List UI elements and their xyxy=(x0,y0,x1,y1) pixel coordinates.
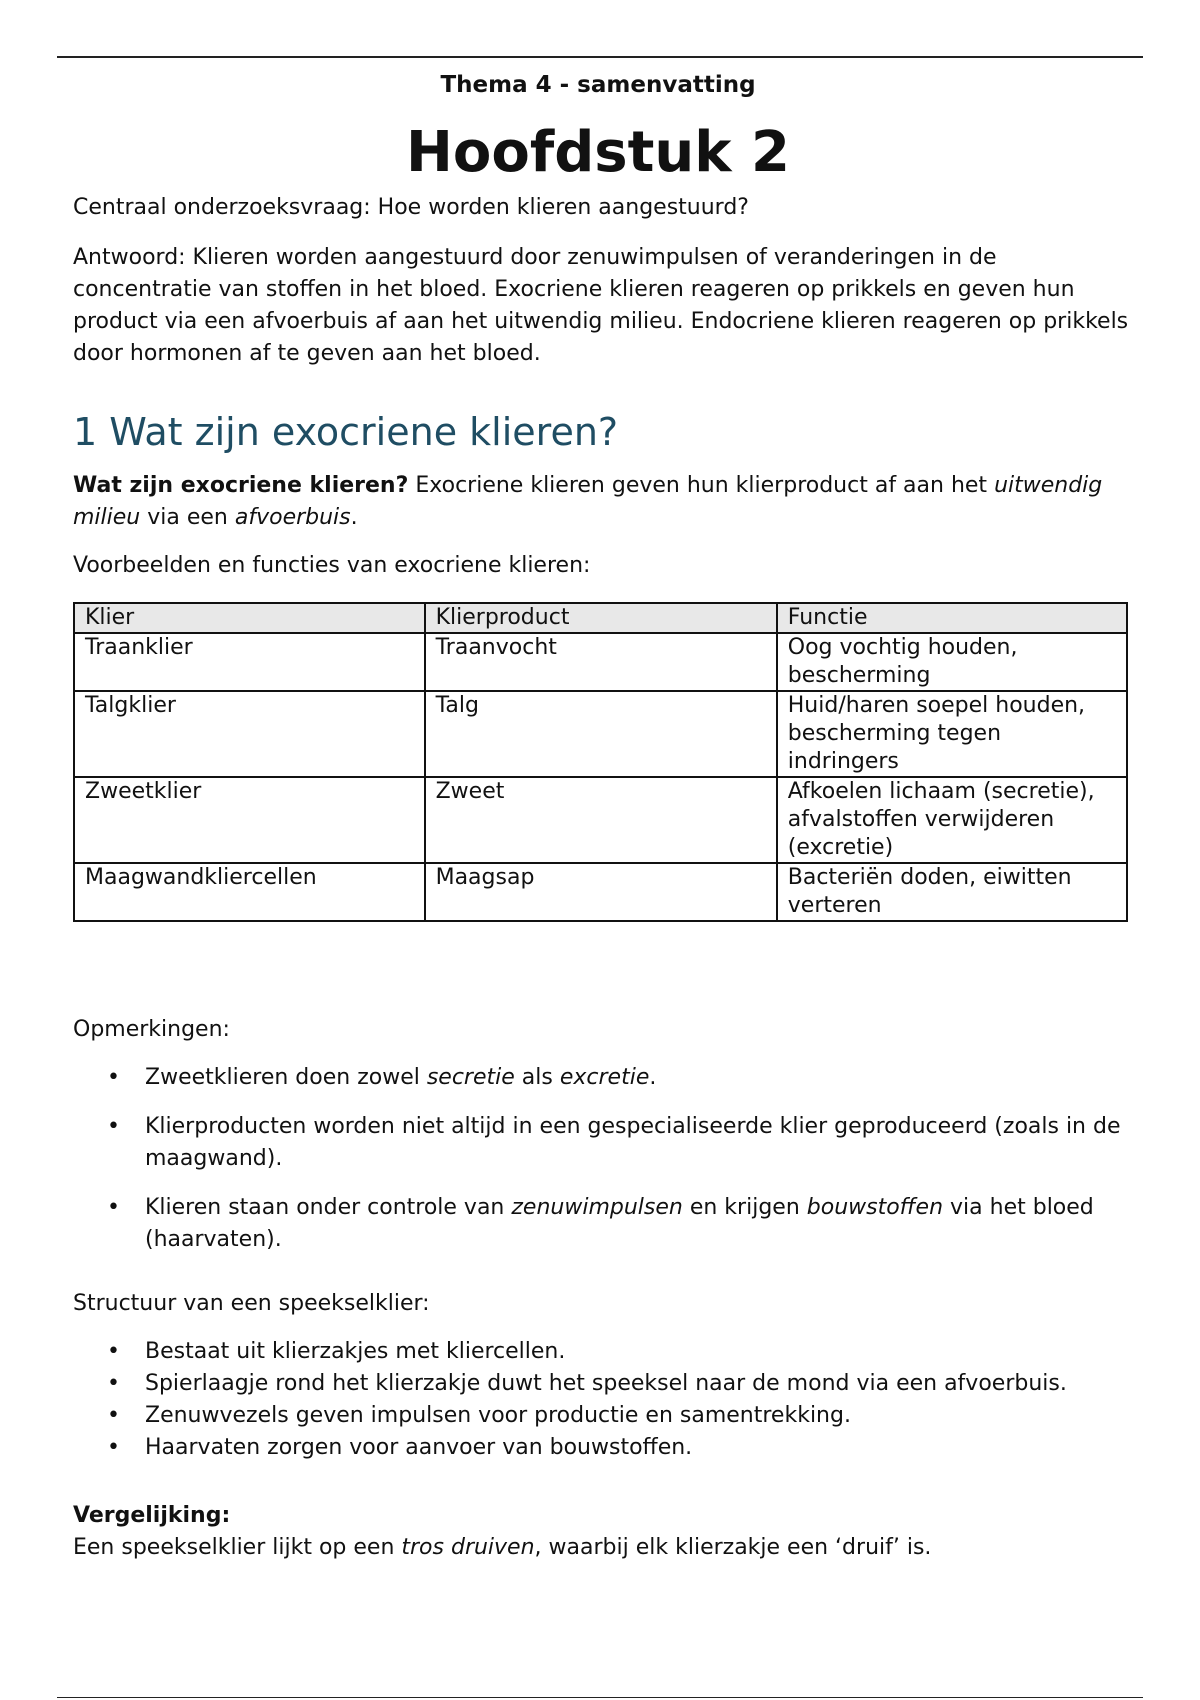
table-cell: Maagwandkliercellen xyxy=(74,863,425,921)
bullet-icon: • xyxy=(107,1371,120,1396)
definition-text: Exocriene klieren geven hun klierproduct af aan het xyxy=(408,473,995,498)
list-item xyxy=(73,1336,1133,1368)
comparison-label: Vergelijking: xyxy=(73,1503,231,1528)
remark-text: . xyxy=(649,1065,657,1090)
remark-text: Klierproducten worden niet altijd in een gespecialiseerde klier geproduceerd (zoals in de maagwand). xyxy=(145,1114,1121,1171)
comparison-part: Een speekselklier lijkt op een xyxy=(73,1535,402,1560)
table-cell: Traanklier xyxy=(74,633,425,691)
table-row xyxy=(74,633,1127,691)
research-answer: Antwoord: Klieren worden aangestuurd door zenuwimpulsen of veranderingen in de concentratie van stoffen in het bloed. Exocriene klieren reageren op prikkels en geven hun product via een afvoerbuis af aan het uitwendig milieu. Endocriene klieren reageren op prikkels door hormonen af te geven aan het bloed. xyxy=(73,245,1129,366)
table-cell: Maagsap xyxy=(425,863,777,921)
table-cell: Talgklier xyxy=(74,691,425,777)
structure-list xyxy=(73,1336,1133,1464)
remark-text: Zweetklieren doen zowel xyxy=(145,1065,427,1090)
structure-item-text: Bestaat uit klierzakjes met kliercellen. xyxy=(145,1339,566,1364)
comparison-part: , waarbij elk klierzakje een ‘druif’ is. xyxy=(534,1535,932,1560)
table-header-cell: Functie xyxy=(777,603,1127,633)
table-row xyxy=(74,691,1127,777)
table-cell: Afkoelen lichaam (secretie), afvalstoffen verwijderen (excretie) xyxy=(777,777,1127,863)
remarks-label: Opmerkingen: xyxy=(73,1017,230,1042)
definition-term: uitwendig milieu xyxy=(73,473,1103,530)
table-cell: Traanvocht xyxy=(425,633,777,691)
table-cell: Bacteriën doden, eiwitten verteren xyxy=(777,863,1127,921)
examples-intro: Voorbeelden en functies van exocriene klieren: xyxy=(73,553,591,578)
definition-question: Wat zijn exocriene klieren? xyxy=(73,473,409,498)
section-heading: 1 Wat zijn exocriene klieren? xyxy=(73,410,619,454)
bullet-icon: • xyxy=(107,1339,120,1364)
remark-term: bouwstoffen xyxy=(806,1195,944,1220)
remark-text: Klieren staan onder controle van xyxy=(145,1195,512,1220)
comparison-term: tros druiven xyxy=(401,1535,535,1560)
top-rule xyxy=(57,56,1143,58)
table-cell: Huid/haren soepel houden, bescherming tegen indringers xyxy=(777,691,1127,777)
structure-item-text: Haarvaten zorgen voor aanvoer van bouwstoffen. xyxy=(145,1435,693,1460)
table-cell: Zweetklier xyxy=(74,777,425,863)
research-question: Centraal onderzoeksvraag: Hoe worden klieren aangestuurd? xyxy=(73,195,749,220)
glands-table xyxy=(73,602,1128,922)
bullet-icon: • xyxy=(107,1403,120,1428)
list-item xyxy=(73,1062,1133,1094)
bullet-icon: • xyxy=(107,1065,120,1090)
remarks-list xyxy=(73,1062,1133,1273)
list-item xyxy=(73,1400,1133,1432)
structure-item-text: Spierlaagje rond het klierzakje duwt het speeksel naar de mond via een afvoerbuis. xyxy=(145,1371,1067,1396)
comparison-text xyxy=(73,1532,1133,1564)
definition-term: afvoerbuis xyxy=(234,505,351,530)
list-item xyxy=(73,1432,1133,1464)
remark-term: excretie xyxy=(559,1065,650,1090)
page-header: Thema 4 - samenvatting xyxy=(440,72,756,98)
table-cell: Oog vochtig houden, bescherming xyxy=(777,633,1127,691)
list-item xyxy=(73,1192,1133,1256)
remark-text: en krijgen xyxy=(682,1195,807,1220)
chapter-title: Hoofdstuk 2 xyxy=(406,120,790,185)
structure-item-text: Zenuwvezels geven impulsen voor productie en samentrekking. xyxy=(145,1403,851,1428)
table-header-cell: Klierproduct xyxy=(425,603,777,633)
remark-text: via het bloed (haarvaten). xyxy=(145,1195,1094,1252)
table-header-cell: Klier xyxy=(74,603,425,633)
list-item xyxy=(73,1111,1133,1175)
table-header-row xyxy=(74,603,1127,633)
table-row xyxy=(74,863,1127,921)
definition-paragraph xyxy=(73,470,1133,534)
table-cell: Talg xyxy=(425,691,777,777)
remark-term: secretie xyxy=(426,1065,515,1090)
list-item xyxy=(73,1368,1133,1400)
definition-text: . xyxy=(350,505,358,530)
definition-text: via een xyxy=(140,505,235,530)
structure-label: Structuur van een speekselklier: xyxy=(73,1291,430,1316)
bullet-icon: • xyxy=(107,1114,120,1139)
table-row xyxy=(74,777,1127,863)
remark-text: als xyxy=(514,1065,560,1090)
remark-term: zenuwimpulsen xyxy=(511,1195,683,1220)
bullet-icon: • xyxy=(107,1195,120,1220)
bottom-rule xyxy=(57,1697,1143,1698)
bullet-icon: • xyxy=(107,1435,120,1460)
table-cell: Zweet xyxy=(425,777,777,863)
